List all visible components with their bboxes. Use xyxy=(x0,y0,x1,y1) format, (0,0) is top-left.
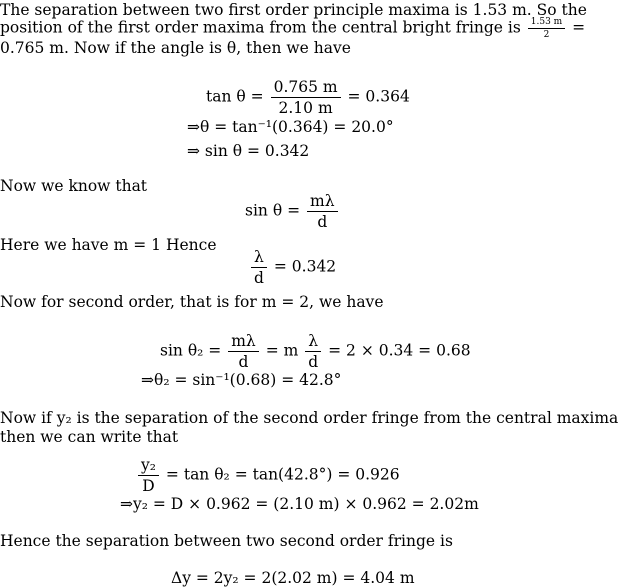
intro-line-3: 0.765 m. Now if the angle is θ, then we have xyxy=(0,39,351,57)
fraction-denominator: 2.10 m xyxy=(278,99,333,117)
fraction-numerator: mλ xyxy=(228,332,259,352)
equation-sin-theta-2 xyxy=(160,332,471,371)
y2-d-fraction xyxy=(138,456,159,495)
fraction-denominator: d xyxy=(238,353,249,371)
fraction-denominator: D xyxy=(142,477,155,495)
equation-theta-2-value: ⇒θ₂ = sin⁻¹(0.68) = 42.8° xyxy=(141,371,342,389)
equation-y2-over-d xyxy=(136,456,400,495)
lambda-fraction xyxy=(305,332,321,371)
fraction-numerator: mλ xyxy=(307,192,338,212)
fraction-denominator: d xyxy=(308,353,319,371)
intro-line-1: The separation between two first order principle maxima is 1.53 m. So the xyxy=(0,1,587,19)
equation-tan-theta xyxy=(206,78,410,117)
text-second-order: Now for second order, that is for m = 2, we have xyxy=(0,293,384,311)
equation-rhs: = tan θ₂ = tan(42.8°) = 0.926 xyxy=(165,465,400,484)
text-now-we-know: Now we know that xyxy=(0,177,148,195)
lambda-d-fraction xyxy=(251,248,267,287)
text-separation-line-2: then we can write that xyxy=(0,428,179,446)
fraction-denominator: d xyxy=(254,269,264,287)
fraction-numerator: y₂ xyxy=(138,456,159,476)
equation-grating xyxy=(245,192,340,231)
fraction-denominator: 2 xyxy=(543,30,550,40)
equation-rhs: = 0.342 xyxy=(273,257,337,276)
equation-sin-theta-value: ⇒ sin θ = 0.342 xyxy=(187,142,310,160)
text-hence: Hence the separation between two second order fringe is xyxy=(0,532,453,550)
equation-lhs: sin θ₂ = xyxy=(160,341,222,360)
fraction-numerator: λ xyxy=(305,332,321,352)
equation-theta-value: ⇒θ = tan⁻¹(0.364) = 20.0° xyxy=(187,118,394,136)
equation-mid: = m xyxy=(265,341,299,360)
equation-y2-value: ⇒y₂ = D × 0.962 = (2.10 m) × 0.962 = 2.02m xyxy=(120,495,479,513)
fraction-denominator: d xyxy=(317,213,328,231)
fraction-numerator: 1.53 m xyxy=(528,17,565,29)
half-separation-fraction xyxy=(528,17,565,40)
equals-sign: = xyxy=(572,18,586,37)
grating-fraction xyxy=(307,192,338,231)
text-separation-line-1: Now if y₂ is the separation of the second order fringe from the central maxima xyxy=(0,409,618,427)
equation-lhs: tan θ = xyxy=(206,87,264,106)
equation-rhs: = 0.364 xyxy=(347,87,410,106)
m-lambda-fraction xyxy=(228,332,259,371)
fraction-numerator: 0.765 m xyxy=(271,78,341,98)
intro-line-2-text: position of the first order maxima from the central bright fringe is xyxy=(0,18,521,37)
ratio-fraction xyxy=(271,78,341,117)
equation-delta-y: Δy = 2y₂ = 2(2.02 m) = 4.04 m xyxy=(171,569,415,587)
fraction-numerator: λ xyxy=(251,248,267,268)
equation-lambda-over-d xyxy=(249,248,336,287)
intro-line-2 xyxy=(0,17,585,40)
equation-rhs: = 2 × 0.34 = 0.68 xyxy=(328,341,471,360)
equation-lhs: sin θ = xyxy=(245,201,301,220)
text-here-we-have: Here we have m = 1 Hence xyxy=(0,236,217,254)
